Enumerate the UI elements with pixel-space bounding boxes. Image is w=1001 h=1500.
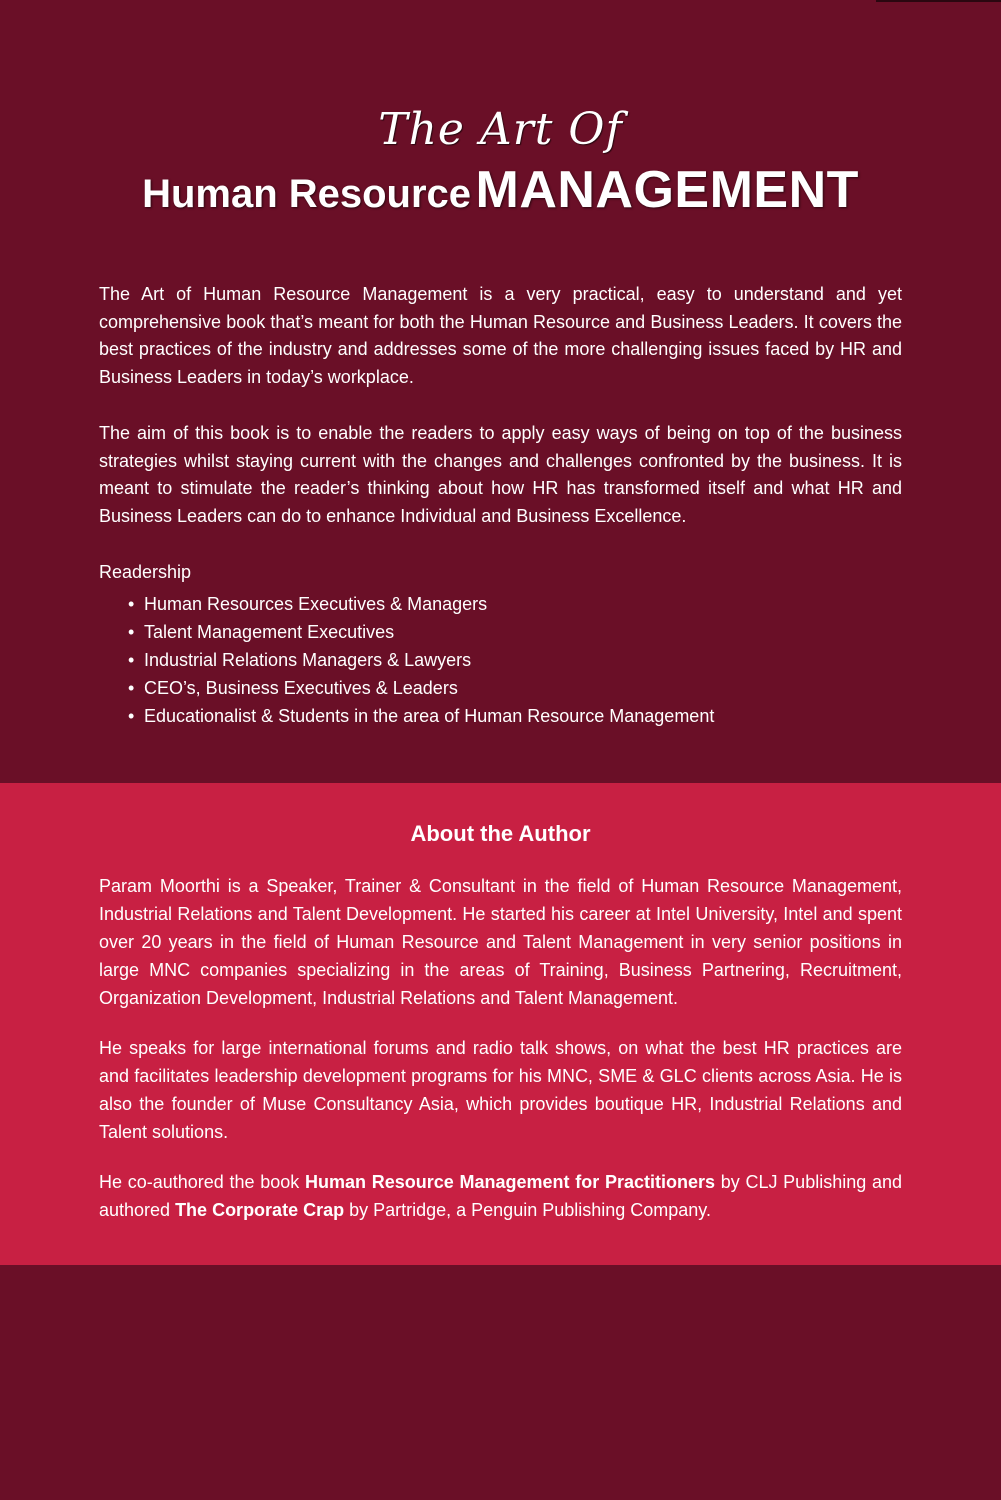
bullet-icon: • — [128, 650, 135, 670]
book-title-corporate-crap: The Corporate Crap — [175, 1200, 345, 1220]
list-item-label: CEO’s, Business Executives & Leaders — [144, 678, 458, 698]
aim-text: The aim of this book is to enable the readers to apply easy ways of being on top of the business strategies whilst staying current with the changes and challenges confronted by the business. It is meant to stimulate the reader’s thinking about how HR has transformed itself and what HR and Business Leaders can do to enhance Individual and Business Excellence. — [99, 423, 902, 526]
readership-list — [128, 590, 714, 730]
aim-paragraph — [99, 420, 902, 530]
list-item-label: Educationalist & Students in the area of Human Resource Management — [144, 706, 715, 726]
title-main-big: MANAGEMENT — [475, 161, 859, 219]
list-item — [128, 674, 714, 702]
books-text-part2: by CLJ Publishing and authored — [99, 1172, 902, 1220]
books-text-part1: He co-authored the book — [99, 1172, 306, 1192]
list-item — [128, 702, 714, 730]
book-title-hrm-practitioners: Human Resource Management for Practitioners — [305, 1172, 715, 1192]
intro-paragraph — [99, 281, 902, 391]
author-speaking-paragraph: He speaks for large international forums and radio talk shows, on what the best HR practices are and facilitates leadership development programs for his MNC, SME & GLC clients across Asia. He is also the founder of Muse Consultancy Asia, which provides boutique HR, Industrial Relations and Talent solutions. — [99, 1038, 902, 1142]
bullet-icon: • — [128, 594, 135, 614]
list-item-label: Talent Management Executives — [144, 622, 395, 642]
bullet-icon: • — [128, 678, 135, 698]
title-main-normal: Human Resource — [142, 172, 472, 216]
list-item-label: Industrial Relations Managers & Lawyers — [144, 650, 472, 670]
title-script-line: The Art Of — [378, 104, 623, 155]
author-books-paragraph — [99, 1168, 902, 1224]
list-item — [128, 590, 714, 618]
books-text-part3: by Partridge, a Penguin Publishing Company. — [344, 1200, 711, 1220]
author-bio-paragraph: Param Moorthi is a Speaker, Trainer & Consultant in the field of Human Resource Management, Industrial Relations and Talent Development. He started his career at Intel University, Intel and spent over 20 years in the field of Human Resource and Talent Management in very senior positions in large MNC companies specializing in the areas of Training, Business Partnering, Recruitment, Organization Development, Industrial Relations and Talent Management. — [99, 876, 902, 1008]
bullet-icon: • — [128, 622, 135, 642]
book-title — [0, 100, 1001, 233]
corner-divider — [876, 0, 1001, 2]
list-item — [128, 618, 714, 646]
title-main-line — [0, 160, 1001, 233]
bullet-icon: • — [128, 706, 135, 726]
about-author-section — [0, 783, 1001, 1265]
readership-heading: Readership — [99, 562, 192, 582]
list-item — [128, 646, 714, 674]
intro-text: The Art of Human Resource Management is a very practical, easy to understand and yet comprehensive book that’s meant for both the Human Resource and Business Leaders. It covers the best practices of the industry and addresses some of the more challenging issues faced by HR and Business Leaders in today’s workplace. — [99, 284, 902, 387]
about-author-heading: About the Author — [410, 821, 591, 846]
list-item-label: Human Resources Executives & Managers — [144, 594, 488, 614]
